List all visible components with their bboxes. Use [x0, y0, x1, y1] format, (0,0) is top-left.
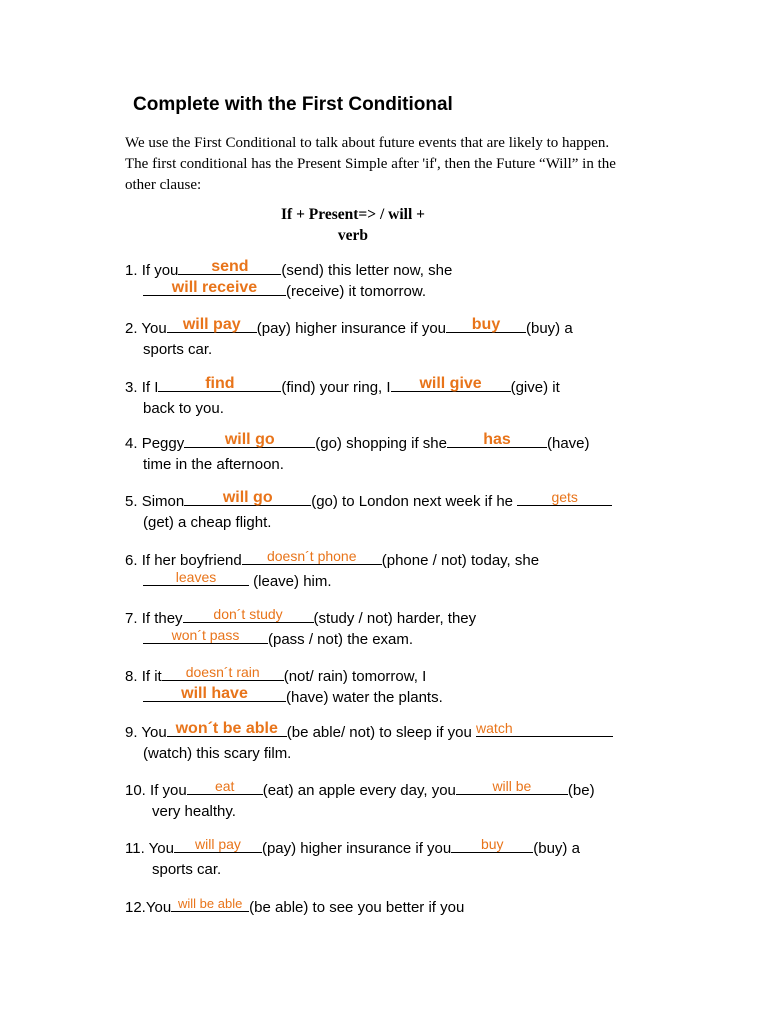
question-number: 3.: [125, 379, 138, 396]
answer-blank: [242, 549, 382, 565]
question-text: You: [148, 840, 174, 857]
question-text: (eat) an apple every day, you: [262, 782, 456, 799]
question-text: (study / not) harder, they: [313, 610, 477, 627]
question-text: (watch) this scary film.: [143, 744, 292, 762]
question-text: If you: [150, 782, 187, 799]
answer-text: eat: [214, 778, 235, 794]
question-12: [125, 898, 640, 919]
question-text: Simon: [141, 493, 185, 510]
question-text: (pay) higher insurance if you: [256, 320, 446, 337]
question-text: (have): [546, 435, 590, 452]
question-text: If her boyfriend: [141, 552, 242, 569]
question-text: You: [145, 899, 172, 916]
answer-blank: [171, 896, 249, 912]
intro-paragraph: We use the First Conditional to talk about future events that are likely to happen. The first conditional has the Present Simple after 'if', then the Future “Will” in the other clause:: [125, 135, 616, 193]
question-text: (pass / not) the exam.: [268, 630, 414, 648]
answer-text: doesn´t rain: [185, 664, 260, 680]
question-text: (leave) him.: [253, 572, 332, 590]
question-text: (go) to London next week if he: [311, 493, 514, 510]
question-number: 5.: [125, 493, 138, 510]
question-number: 10.: [125, 782, 146, 799]
question-text: (phone / not) today, she: [381, 552, 540, 569]
answer-blank: [143, 570, 249, 586]
question-text: (find) your ring, I: [281, 379, 391, 396]
answer-text: will have: [181, 684, 248, 702]
question-5: [125, 489, 640, 533]
answer-text: watch: [476, 720, 513, 736]
question-text: (pay) higher insurance if you: [261, 840, 452, 857]
question-9: [125, 720, 640, 764]
answer-blank: [143, 628, 268, 644]
answer-blank: [476, 721, 613, 737]
question-number: 11.: [125, 840, 145, 857]
answer-blank: [391, 376, 511, 392]
question-text: (receive) it tomorrow.: [286, 282, 427, 300]
answer-blank: [447, 432, 547, 448]
question-text: (be able) to see you better if you: [249, 899, 465, 916]
question-text: You: [141, 724, 167, 741]
question-text: Peggy: [141, 435, 185, 452]
question-number: 7.: [125, 610, 138, 627]
answer-blank: [143, 280, 286, 296]
page-title: Complete with the First Conditional: [133, 94, 453, 115]
answer-text: find: [205, 375, 235, 392]
question-text: (be): [567, 782, 595, 799]
answer-blank: [174, 837, 262, 853]
answer-text: will give: [419, 375, 482, 392]
question-8: [125, 664, 640, 708]
answer-text: won´t pass: [171, 626, 240, 643]
formula-line-1: If + Present=> / will +: [281, 206, 425, 223]
question-text: (get) a cheap flight.: [143, 513, 272, 531]
answer-text: will receive: [171, 278, 258, 296]
answer-text: will be: [492, 778, 532, 794]
question-text: (buy) a: [533, 840, 580, 857]
question-text: (have) water the plants.: [286, 688, 443, 706]
question-text: (not/ rain) tomorrow, I: [283, 668, 427, 685]
answer-text: won´t be able: [175, 720, 278, 737]
formula-line-2: verb: [337, 227, 369, 244]
question-text: very healthy.: [152, 802, 236, 820]
question-text: sports car.: [143, 340, 213, 358]
question-text: If they: [141, 610, 183, 627]
question-number: 2.: [125, 320, 138, 337]
answer-text: doesn´t phone: [266, 548, 357, 564]
question-number: 1.: [125, 262, 138, 279]
answer-text: will go: [222, 489, 273, 506]
answer-text: buy: [471, 316, 501, 333]
answer-blank: [143, 686, 286, 702]
answer-blank: [162, 665, 284, 681]
question-text: (give) it: [510, 379, 560, 396]
answer-blank: [178, 259, 281, 275]
answer-text: will pay: [182, 316, 241, 333]
answer-blank: [517, 490, 612, 506]
answer-blank: [451, 837, 533, 853]
question-text: If I: [141, 379, 159, 396]
answer-blank: [183, 607, 314, 623]
answer-text: buy: [480, 836, 504, 852]
answer-blank: [456, 779, 568, 795]
answer-text: don´t study: [213, 606, 283, 622]
answer-blank: [167, 721, 287, 737]
question-3: [125, 375, 640, 419]
question-text: sports car.: [152, 860, 222, 878]
question-number: 6.: [125, 552, 138, 569]
question-text: If you: [141, 262, 179, 279]
question-number: 12.: [125, 899, 146, 916]
formula: [248, 204, 458, 246]
answer-text: gets: [551, 489, 578, 505]
question-7: [125, 606, 640, 650]
question-number: 8.: [125, 668, 138, 685]
question-number: 4.: [125, 435, 138, 452]
question-10: [125, 778, 640, 822]
answer-text: will be able: [178, 896, 243, 911]
answer-text: will pay: [195, 836, 241, 852]
question-text: If it: [141, 668, 162, 685]
answer-blank: [184, 432, 315, 448]
question-6: [125, 548, 640, 592]
answer-blank: [184, 490, 311, 506]
answer-blank: [167, 317, 257, 333]
question-text: You: [141, 320, 167, 337]
answer-text: send: [211, 258, 249, 275]
question-number: 9.: [125, 724, 138, 741]
question-4: [125, 431, 640, 475]
answer-blank: [187, 779, 263, 795]
question-text: time in the afternoon.: [143, 455, 284, 473]
answer-text: will go: [224, 431, 275, 448]
question-text: (be able/ not) to sleep if you: [286, 724, 472, 741]
answer-text: leaves: [175, 568, 217, 585]
question-text: back to you.: [143, 399, 224, 417]
answer-blank: [158, 376, 281, 392]
question-text: (buy) a: [526, 320, 573, 337]
question-2: [125, 316, 640, 360]
question-11: [125, 836, 640, 880]
answer-text: has: [483, 431, 511, 448]
answer-blank: [446, 317, 526, 333]
question-1: [125, 258, 640, 302]
question-text: (send) this letter now, she: [281, 262, 453, 279]
question-text: (go) shopping if she: [315, 435, 447, 452]
